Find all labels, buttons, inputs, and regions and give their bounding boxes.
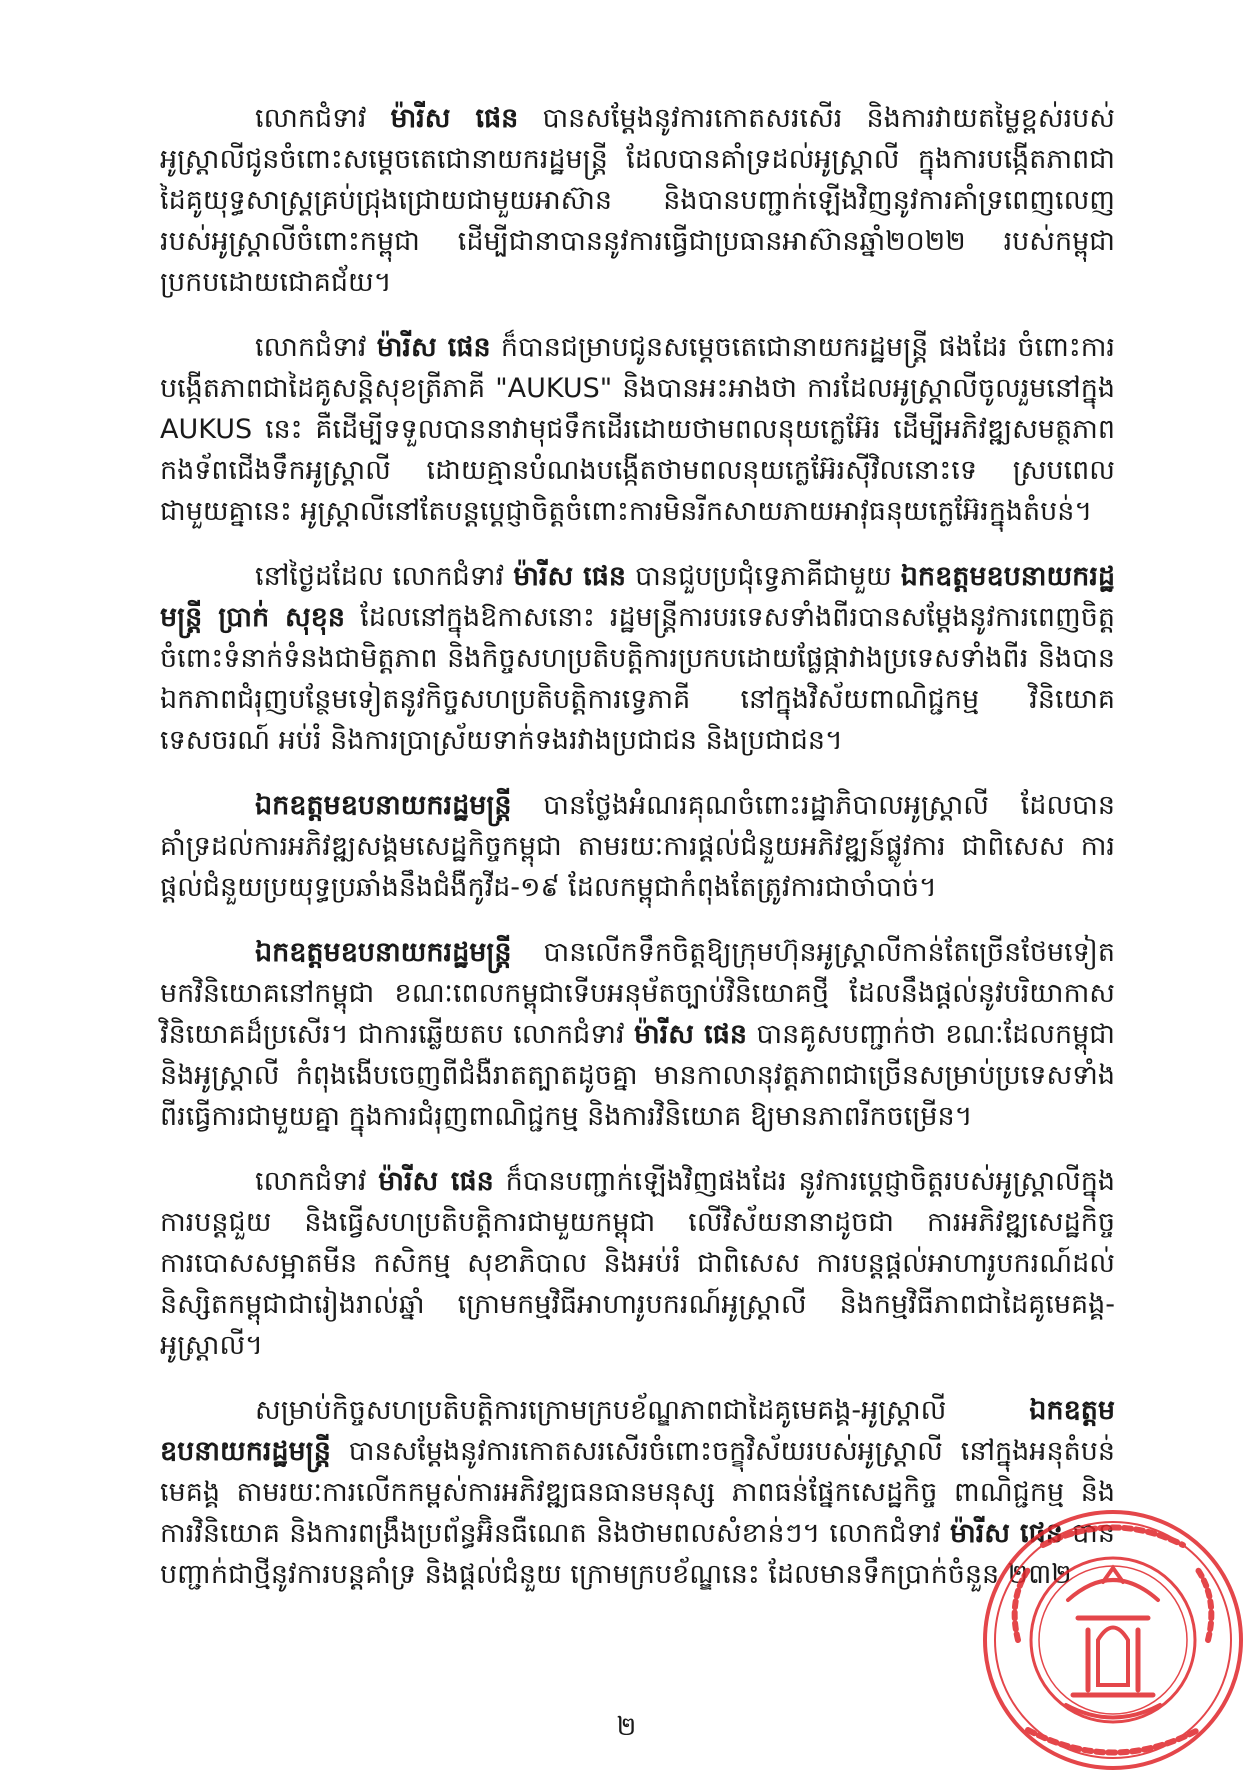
text-run: ដែលនៅក្នុងឱកាសនោះ រដ្ឋមន្ត្រីការបរទេសទាំងពីរបានសម្តែងនូវការពេញចិត្តចំពោះទំនាក់ទំនងជាមិត្តភាព និងកិច្ចសហប្រតិបត្តិការប្រកបដោយផ្លែផ្កាវាងប្រទេសទាំងពីរ និងបានឯកភាពជំរុញបន្ថែមទៀតនូវកិច្ចសហប្រតិបត្តិការទ្វេភាគី នៅក្នុងវិស័យពាណិជ្ជកម្ម វិនិយោគ ទេសចរណ៍ អប់រំ និងការប្រាស្រ័យទាក់ទងរវាងប្រជាជន និងប្រជាជន។ xyxy=(160,602,1115,756)
bold-run: ឯកឧត្តមឧបនាយករដ្ឋមន្ត្រី xyxy=(160,1395,1115,1467)
text-run: លោកជំទាវ xyxy=(255,332,377,363)
paragraph-4 xyxy=(160,785,1115,908)
text-run: បានជួបប្រជុំទ្វេភាគីជាមួយ xyxy=(625,561,901,592)
text-run: លោកជំទាវ xyxy=(255,103,391,134)
text-run: បានបញ្ជាក់ជាថ្មីនូវការបន្តគាំទ្រ និងផ្តល់ជំនួយ ក្រោមក្របខ័ណ្ឌនេះ ដែលមានទឹកប្រាក់ចំនួន ២៣២ xyxy=(160,1518,1115,1590)
document-body xyxy=(160,98,1115,1619)
bold-run: ម៉ារីស ផេន xyxy=(633,1019,748,1050)
text-run: ក៏បានជម្រាបជូនសម្តេចតេជោនាយករដ្ឋមន្ត្រី ផងដែរ ចំពោះការបង្កើតភាពជាដៃគូសន្តិសុខត្រីភាគី "AUKUS" និងបានអះអាងថា ការដែលអូស្ត្រាលីចូលរួមនៅក្នុង AUKUS នេះ គឺដើម្បីទទួលបាននាវាមុជទឹកដើរដោយថាមពលនុយក្លេអ៊ែរ ដើម្បីអភិវឌ្ឍសមត្ថភាពកងទ័ពជើងទឹកអូស្ត្រាលី ដោយគ្មានបំណងបង្កើតថាមពលនុយក្លេអ៊ែរស៊ីវិលនោះទេ ស្របពេលជាមួយគ្នានេះ អូស្ត្រាលីនៅតែបន្តប្តេជ្ញាចិត្តចំពោះការមិនរីកសាយភាយអាវុធនុយក្លេអ៊ែរក្នុងតំបន់។ xyxy=(160,332,1115,527)
text-run: ក៏បានបញ្ជាក់ឡើងវិញផងដែរ នូវការប្តេជ្ញាចិត្តរបស់អូស្ត្រាលីក្នុងការបន្តជួយ និងធ្វើសហប្រតិបត្តិការជាមួយកម្ពុជា លើវិស័យនានាដូចជា ការអភិវឌ្ឍសេដ្ឋកិច្ច ការបោសសម្អាតមីន កសិកម្ម សុខាភិបាល និងអប់រំ ជាពិសេស ការបន្តផ្តល់អាហារូបករណ៍ដល់និស្សិតកម្ពុជាជារៀងរាល់ឆ្នាំ ក្រោមកម្មវិធីអាហារូបករណ៍អូស្ត្រាលី និងកម្មវិធីភាពជាដៃគូមេគង្គ-អូស្ត្រាលី។ xyxy=(160,1166,1115,1361)
text-run: នៅថ្ងៃដដែល លោកជំទាវ xyxy=(255,561,514,592)
text-run: បានសម្តែងនូវការកោតសរសើរចំពោះចក្ខុវិស័យរបស់អូស្ត្រាលី នៅក្នុងអនុតំបន់មេគង្គ តាមរយៈការលើកកម្ពស់ការអភិវឌ្ឍធនធានមនុស្ស ភាពធន់ផ្នែកសេដ្ឋកិច្ច ពាណិជ្ជកម្ម និងការវិនិយោគ និងការពង្រឹងប្រព័ន្ធអ៊ិនធឺណេត និងថាមពលសំខាន់ៗ។ លោកជំទាវ xyxy=(160,1436,1115,1549)
paragraph-3 xyxy=(160,556,1115,761)
bold-run: ម៉ារីស ផេន xyxy=(390,103,519,134)
bold-run: ម៉ារីស ផេន xyxy=(513,561,626,592)
text-run: បានសម្តែងនូវការកោតសរសើរ និងការវាយតម្លៃខ្ពស់របស់អូស្ត្រាលីជូនចំពោះសម្តេចតេជោនាយករដ្ឋមន្ត្រី ដែលបានគាំទ្រដល់អូស្ត្រាលី ក្នុងការបង្កើតភាពជាដៃគូយុទ្ធសាស្ត្រគ្រប់ជ្រុងជ្រោយជាមួយអាស៊ាន និងបានបញ្ជាក់ឡើងវិញនូវការគាំទ្រពេញលេញ របស់អូស្ត្រាលីចំពោះកម្ពុជា ដើម្បីជានាបាននូវការធ្វើជាប្រធានអាស៊ានឆ្នាំ២០២២ របស់កម្ពុជាប្រកបដោយជោគជ័យ។ xyxy=(160,103,1116,298)
page-number: ២ xyxy=(616,1712,637,1742)
bold-run: ម៉ារីស ផេន xyxy=(376,332,491,363)
text-run: លោកជំទាវ xyxy=(255,1166,379,1197)
bold-run: ឯកឧត្តមឧបនាយករដ្ឋមន្ត្រី ប្រាក់ សុខុន xyxy=(160,561,1116,633)
paragraph-5 xyxy=(160,932,1115,1137)
bold-run: ម៉ារីស ផេន xyxy=(950,1518,1063,1549)
bold-run: ម៉ារីស ផេន xyxy=(378,1166,494,1197)
paragraph-2 xyxy=(160,327,1115,532)
text-run: សម្រាប់កិច្ចសហប្រតិបត្តិការក្រោមក្របខ័ណ្ឌភាពជាដៃគូមេគង្គ-អូស្ត្រាលី xyxy=(255,1395,1030,1426)
text-run: បានថ្លែងអំណរគុណចំពោះរដ្ឋាភិបាលអូស្ត្រាលី ដែលបានគាំទ្រដល់ការអភិវឌ្ឍសង្គមសេដ្ឋកិច្ចកម្ពុជា តាមរយៈការផ្តល់ជំនួយអភិវឌ្ឍន៍ផ្លូវការ ជាពិសេស ការផ្តល់ជំនួយប្រយុទ្ធប្រឆាំងនឹងជំងឺកូវីដ-១៩ ដែលកម្ពុជាកំពុងតែត្រូវការជាចាំបាច់។ xyxy=(160,790,1115,903)
paragraph-6 xyxy=(160,1161,1115,1366)
bold-run: ឯកឧត្តមឧបនាយករដ្ឋមន្ត្រី xyxy=(255,790,512,821)
paragraph-1 xyxy=(160,98,1115,303)
bold-run: ឯកឧត្តមឧបនាយករដ្ឋមន្ត្រី xyxy=(255,937,512,968)
text-run: បានលើកទឹកចិត្តឱ្យក្រុមហ៊ុនអូស្ត្រាលីកាន់តែច្រើនថែមទៀតមកវិនិយោគនៅកម្ពុជា ខណៈពេលកម្ពុជាទើបអនុម័តច្បាប់វិនិយោគថ្មី ដែលនឹងផ្តល់នូវបរិយាកាសវិនិយោគដ៏ប្រសើរ។ ជាការឆ្លើយតប លោកជំទាវ xyxy=(160,937,1115,1050)
official-seal-icon xyxy=(948,1490,1248,1780)
text-run: បានគូសបញ្ជាក់ថា ខណៈដែលកម្ពុជា និងអូស្ត្រាលី កំពុងងើបចេញពីជំងឺរាតត្បាតដូចគ្នា មានកាលានុវត្តភាពជាច្រើនសម្រាប់ប្រទេសទាំងពីរធ្វើការជាមួយគ្នា ក្នុងការជំរុញពាណិជ្ជកម្ម និងការវិនិយោគ ឱ្យមានភាពរីកចម្រើន។ xyxy=(160,1019,1115,1132)
